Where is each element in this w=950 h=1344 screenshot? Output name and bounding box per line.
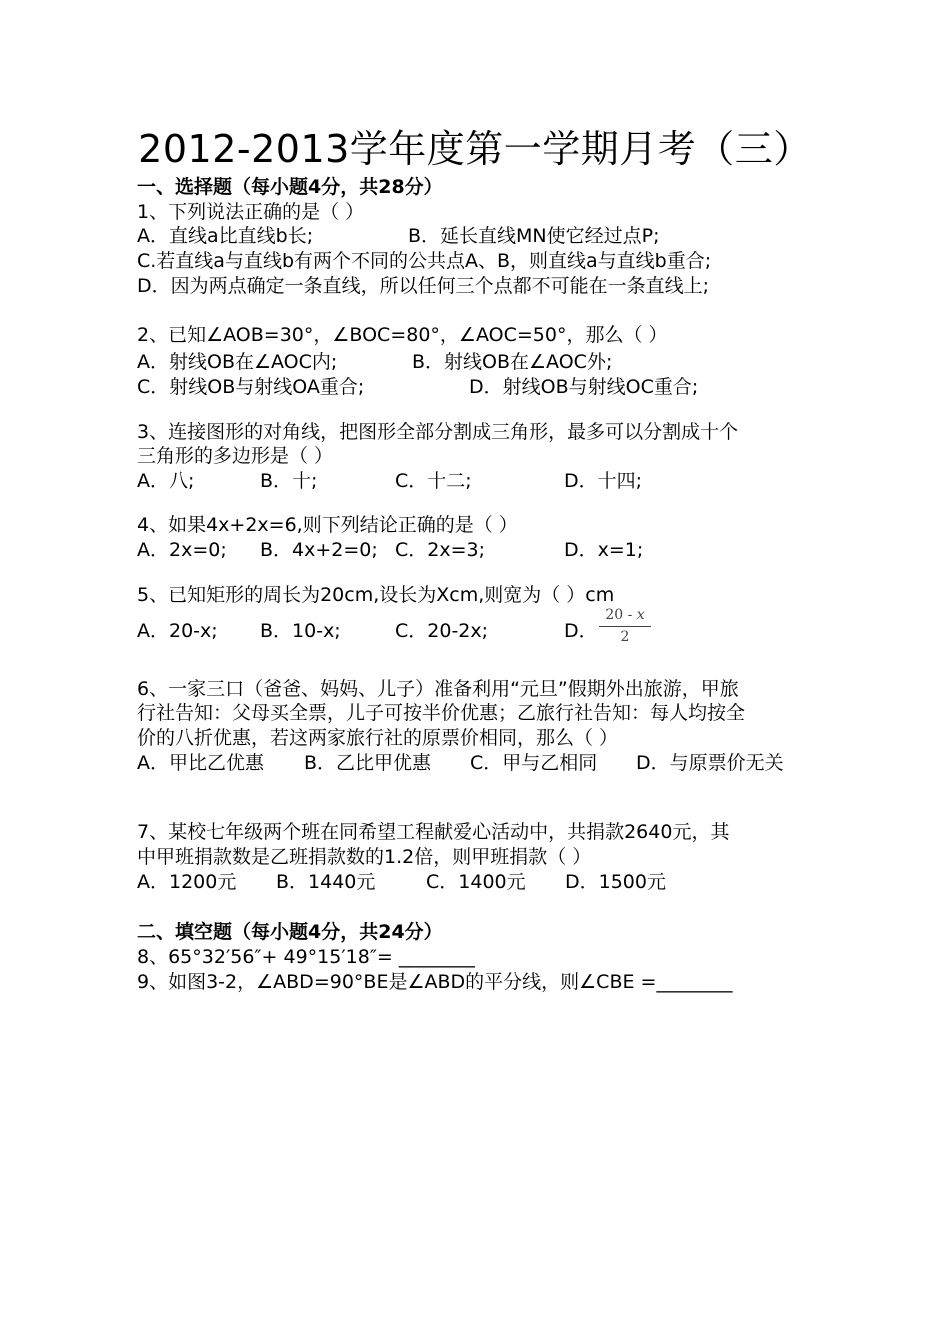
question-5-stem: 5、已知矩形的周长为20cm,设长为Xcm,则宽为（ ）cm xyxy=(137,584,615,606)
question-6-option-a: A．甲比乙优惠 xyxy=(137,752,264,774)
question-6-stem-line-1: 6、一家三口（爸爸、妈妈、儿子）准备利用“元旦”假期外出旅游，甲旅 xyxy=(137,678,739,700)
question-3-stem-line-2: 三角形的多边形是（ ） xyxy=(137,445,334,467)
fraction-variable: x xyxy=(636,607,645,623)
question-3-option-d: D．十四; xyxy=(564,470,643,492)
question-4-option-b: B．4x+2=0; xyxy=(260,539,378,561)
question-2-stem: 2、已知∠AOB=30°，∠BOC=80°，∠AOC=50°，那么（ ） xyxy=(137,324,668,346)
question-7-stem-line-1: 7、某校七年级两个班在同希望工程献爱心活动中，共捐款2640元，其 xyxy=(137,821,730,843)
question-6-stem-line-3: 价的八折优惠，若这两家旅行社的原票价相同，那么（ ） xyxy=(137,727,619,749)
question-5-option-c: C．20-2x; xyxy=(395,620,489,642)
question-3-option-a: A．八; xyxy=(137,470,195,492)
fraction-numerator-text: 20 - xyxy=(605,607,633,623)
question-4-option-c: C．2x=3; xyxy=(395,539,486,561)
question-1-option-b: B．延长直线MN使它经过点P; xyxy=(408,225,660,247)
question-7-stem-line-2: 中甲班捐款数是乙班捐款数的1.2倍，则甲班捐款（ ） xyxy=(137,846,592,868)
question-7-option-c: C．1400元 xyxy=(426,871,526,893)
question-7-option-a: A．1200元 xyxy=(137,871,237,893)
question-7-option-b: B．1440元 xyxy=(276,871,376,893)
question-2-option-c: C．射线OB与射线OA重合; xyxy=(137,376,365,398)
question-6-option-d: D．与原票价无关 xyxy=(636,752,784,774)
question-2-option-a: A．射线OB在∠AOC内; xyxy=(137,351,338,373)
question-4-option-d: D．x=1; xyxy=(564,539,644,561)
question-5-option-b: B．10-x; xyxy=(260,620,341,642)
question-8-stem: 8、65°32′56″+ 49°15′18″= ________ xyxy=(137,946,475,968)
question-1-stem: 1、下列说法正确的是（ ） xyxy=(137,201,365,223)
question-5-option-d: D． xyxy=(564,620,598,642)
fraction-numerator xyxy=(599,605,651,627)
question-6-option-b: B．乙比甲优惠 xyxy=(304,752,432,774)
question-6-stem-line-2: 行社告知：父母买全票，儿子可按半价优惠；乙旅行社告知：每人均按全 xyxy=(137,702,746,724)
question-3-option-b: B．十; xyxy=(260,470,318,492)
question-2-option-b: B．射线OB在∠AOC外; xyxy=(412,351,613,373)
question-9-stem: 9、如图3-2，∠ABD=90°BE是∠ABD的平分线，则∠CBE =________ xyxy=(137,971,733,993)
question-4-option-a: A．2x=0; xyxy=(137,539,227,561)
question-5-option-a: A．20-x; xyxy=(137,620,218,642)
question-5-option-d-fraction xyxy=(599,605,651,647)
question-1-option-a: A．直线a比直线b长; xyxy=(137,225,314,247)
question-6-option-c: C．甲与乙相同 xyxy=(470,752,598,774)
fraction-denominator: 2 xyxy=(620,629,630,645)
page-title: 2012-2013学年度第一学期月考（三） xyxy=(138,127,812,171)
question-2-option-d: D．射线OB与射线OC重合; xyxy=(469,376,699,398)
question-1-option-c: C.若直线a与直线b有两个不同的公共点A、B，则直线a与直线b重合; xyxy=(137,250,712,272)
section-2-heading: 二、填空题（每小题4分，共24分） xyxy=(137,921,443,943)
question-4-stem: 4、如果4x+2x=6,则下列结论正确的是（ ） xyxy=(137,514,518,536)
section-1-heading: 一、选择题（每小题4分，共28分） xyxy=(137,176,443,198)
question-1-option-d: D．因为两点确定一条直线，所以任何三个点都不可能在一条直线上; xyxy=(137,275,710,297)
question-3-stem-line-1: 3、连接图形的对角线，把图形全部分割成三角形，最多可以分割成十个 xyxy=(137,421,739,443)
question-7-option-d: D．1500元 xyxy=(565,871,666,893)
question-3-option-c: C．十二; xyxy=(395,470,472,492)
